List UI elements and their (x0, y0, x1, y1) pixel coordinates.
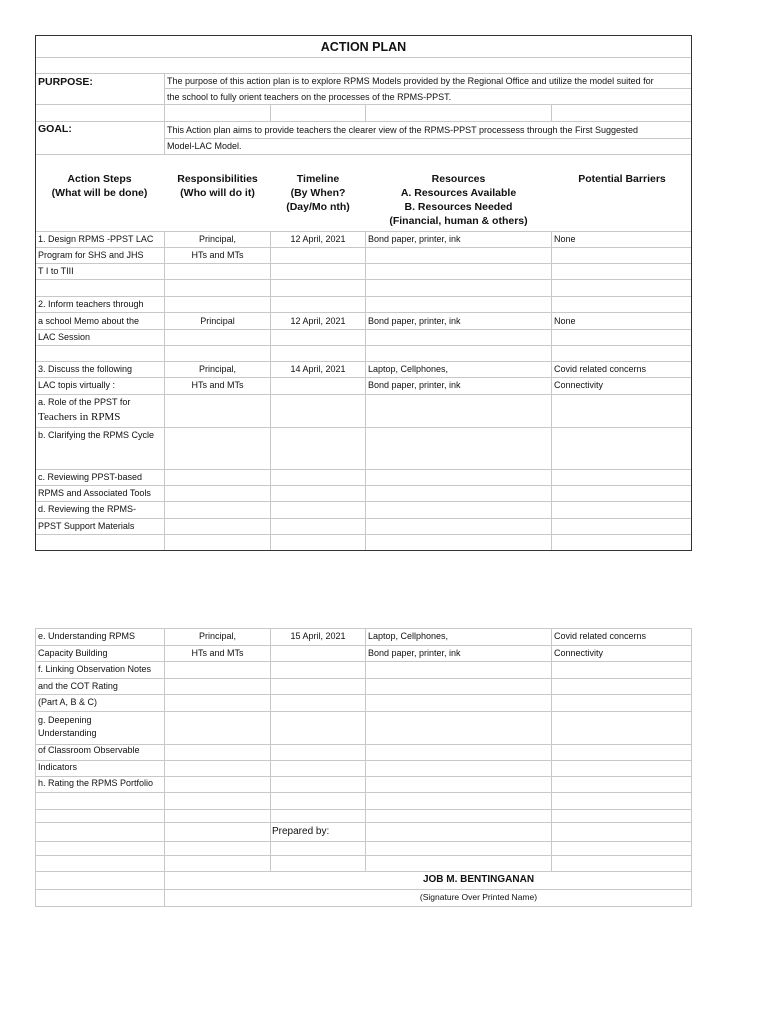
topic-g-line4: Indicators (38, 762, 78, 772)
step1-line2: Program for SHS and JHS (38, 250, 144, 260)
header-action-steps (35, 172, 164, 200)
topic-d-line1: d. Reviewing the RPMS- (38, 504, 137, 514)
step3-resources-line1: Laptop, Cellphones, (368, 364, 449, 374)
step2-line2: a school Memo about the (38, 316, 140, 326)
step2-responsible: Principal (200, 316, 235, 326)
step1-line1: 1. Design RPMS -PPST LAC (38, 234, 154, 244)
goal-text-line2: Model-LAC Model. (167, 141, 242, 151)
topic-d-line2: PPST Support Materials (38, 521, 135, 531)
step1-responsible-line2: HTs and MTs (191, 250, 244, 260)
topic-f-line2: and the COT Rating (38, 681, 118, 691)
topic-e-date: 15 April, 2021 (290, 631, 346, 641)
goal-label: GOAL: (38, 123, 72, 135)
topic-a-line1: a. Role of the PPST for (38, 397, 131, 407)
header-timeline-sub1: (By When? (290, 187, 346, 199)
topic-e-line2: Capacity Building (38, 648, 108, 658)
step3-line1: 3. Discuss the following (38, 364, 133, 374)
step1-date: 12 April, 2021 (290, 234, 346, 244)
topic-f-line3: (Part A, B & C) (38, 697, 98, 707)
topic-g-line2: Understanding (38, 728, 97, 738)
topic-g-line1: g. Deepening (38, 715, 92, 725)
topic-h: h. Rating the RPMS Portfolio (38, 778, 154, 788)
topic-e-resources-line2: Bond paper, printer, ink (368, 648, 461, 658)
header-timeline-title: Timeline (296, 173, 340, 185)
topic-e-barriers-line1: Covid related concerns (554, 631, 647, 641)
topic-c-line2: RPMS and Associated Tools (38, 488, 151, 498)
header-responsibilities-sub: (Who will do it) (180, 187, 255, 199)
action-plan-table (35, 35, 692, 551)
header-resources (366, 172, 551, 228)
action-plan-table-continued (35, 628, 692, 907)
topic-e-resources-line1: Laptop, Cellphones, (368, 631, 449, 641)
topic-f-line1: f. Linking Observation Notes (38, 664, 152, 674)
header-potential-barriers: Potential Barriers (578, 173, 666, 185)
topic-b: b. Clarifying the RPMS Cycle (38, 430, 155, 440)
step2-barriers: None (554, 316, 576, 326)
header-resources-needed: B. Resources Needed (404, 201, 513, 213)
step3-responsible-line1: Principal, (198, 364, 236, 374)
topic-e-responsible-line2: HTs and MTs (191, 648, 244, 658)
step3-date: 14 April, 2021 (290, 364, 346, 374)
step1-barriers: None (554, 234, 576, 244)
goal-text-line1: This Action plan aims to provide teachers the clearer view of the RPMS-PPST processess through the First Suggested (167, 125, 639, 135)
step2-date: 12 April, 2021 (290, 316, 346, 326)
header-resources-title: Resources (431, 173, 486, 185)
topic-g-line3: of Classroom Observable (38, 745, 140, 755)
header-responsibilities (165, 172, 270, 200)
header-action-steps-title: Action Steps (67, 173, 132, 185)
signature-caption: (Signature Over Printed Name) (419, 892, 538, 902)
header-timeline (271, 172, 365, 214)
signatory-name: JOB M. BENTINGANAN (422, 874, 535, 885)
header-timeline-sub2: (Day/Mo nth) (286, 201, 350, 213)
header-action-steps-sub: (What will be done) (51, 187, 148, 199)
header-resources-available: A. Resources Available (400, 187, 517, 199)
step1-resources: Bond paper, printer, ink (368, 234, 461, 244)
step3-barriers-line1: Covid related concerns (554, 364, 647, 374)
step2-resources: Bond paper, printer, ink (368, 316, 461, 326)
prepared-by-label: Prepared by: (272, 826, 330, 837)
step3-responsible-line2: HTs and MTs (191, 380, 244, 390)
header-resources-types: (Financial, human & others) (389, 215, 528, 227)
step3-line2: LAC topis virtually : (38, 380, 116, 390)
topic-e-responsible-line1: Principal, (198, 631, 236, 641)
purpose-text-line1: The purpose of this action plan is to explore RPMS Models provided by the Regional Office and utilize the model suited for (167, 76, 654, 86)
topic-e-line1: e. Understanding RPMS (38, 631, 136, 641)
purpose-label: PURPOSE: (38, 76, 93, 88)
topic-e-barriers-line2: Connectivity (554, 648, 604, 658)
step3-resources-line2: Bond paper, printer, ink (368, 380, 461, 390)
step2-line1: 2. Inform teachers through (38, 299, 144, 309)
topic-c-line1: c. Reviewing PPST-based (38, 472, 143, 482)
purpose-text-line2: the school to fully orient teachers on the processes of the RPMS-PPST. (167, 92, 452, 102)
step1-line3: T I to TIII (38, 266, 74, 276)
topic-a-line2: Teachers in RPMS (38, 411, 121, 423)
step2-line3: LAC Session (38, 332, 91, 342)
step3-barriers-line2: Connectivity (554, 380, 604, 390)
step1-responsible-line1: Principal, (198, 234, 236, 244)
header-responsibilities-title: Responsibilities (177, 173, 258, 185)
document-title: ACTION PLAN (320, 40, 407, 54)
